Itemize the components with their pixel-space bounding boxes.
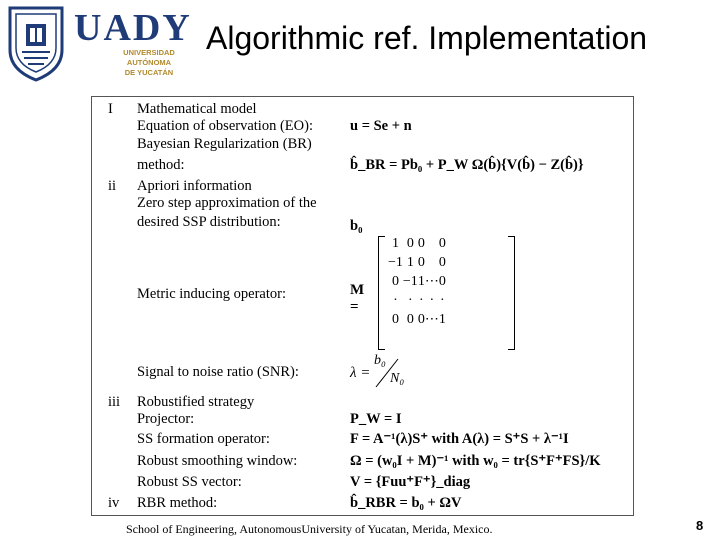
row-label: Robust smoothing window: — [137, 453, 298, 469]
row-number: iii — [108, 394, 121, 410]
matrix-cell: · — [393, 292, 398, 308]
matrix-cell: 0 — [391, 273, 399, 289]
matrix-cell: 0 — [391, 311, 399, 327]
row-label: SS formation operator: — [137, 431, 270, 447]
row-equation: b₀ — [350, 218, 363, 234]
matrix-row — [388, 291, 446, 310]
row-label: Signal to noise ratio (SNR): — [137, 364, 299, 380]
row-equation: b̂_BR = Pb₀ + P_W Ω(b̂){V(b̂) − Z(b̂)} — [350, 157, 584, 173]
logo-subtitle-line: UNIVERSIDAD — [123, 48, 175, 57]
row-equation: Ω = (w₀I + M)⁻¹ with w₀ = tr{S⁺F⁺FS}/K — [350, 453, 601, 469]
matrix-cell: 1 — [417, 273, 425, 289]
row-equation: F = A⁻¹(λ)S⁺ with A(λ) = S⁺S + λ⁻¹I — [350, 431, 569, 447]
row-label: desired SSP distribution: — [137, 214, 281, 230]
matrix-cell: 0 — [417, 311, 425, 327]
row-number: ii — [108, 178, 117, 194]
matrix-cell: 1 — [391, 235, 399, 251]
snr-numerator: b₀ — [374, 353, 386, 368]
matrix-cell: 1 — [438, 311, 446, 327]
row-equation: V = {Fuu⁺F⁺}_diag — [350, 474, 471, 490]
matrix-cell: −1 — [402, 273, 418, 289]
row-label: Mathematical model — [137, 101, 257, 117]
row-label: Equation of observation (EO): — [137, 118, 313, 134]
snr-denominator: N₀ — [390, 371, 405, 386]
matrix-cell: 0 — [438, 254, 446, 270]
page-number: 8 — [696, 518, 704, 533]
row-label: Apriori information — [137, 178, 252, 194]
matrix-row — [388, 310, 446, 329]
matrix-cell: 1 — [406, 254, 414, 270]
row-label: Metric inducing operator: — [137, 286, 286, 302]
matrix-cell: 0 — [438, 273, 446, 289]
matrix-cell: 0 — [406, 311, 414, 327]
matrix-grid — [388, 234, 446, 329]
row-label: method: — [137, 157, 185, 173]
logo-subtitle-line: DE YUCATÁN — [124, 68, 174, 77]
algorithm-table — [91, 96, 634, 516]
row-number: I — [108, 101, 113, 117]
logo-wordmark: UADY — [74, 7, 192, 49]
matrix-cell: 0 — [406, 235, 414, 251]
matrix-cell — [425, 234, 439, 253]
matrix-cell: · — [429, 292, 435, 308]
matrix-cell: 0 — [438, 235, 446, 251]
row-label: Robust SS vector: — [137, 474, 242, 490]
row-label: Projector: — [137, 411, 195, 427]
matrix-cell: · — [408, 292, 413, 308]
snr-formula — [350, 355, 430, 391]
row-equation: u = Se + n — [350, 118, 412, 134]
matrix-symbol: M = — [350, 282, 365, 315]
row-number: iv — [108, 495, 120, 511]
matrix-cell: · — [418, 292, 424, 308]
row-label: RBR method: — [137, 495, 218, 511]
row-equation: b̂_RBR = b₀ + ΩV — [350, 495, 462, 511]
row-label: Zero step approximation of the — [137, 195, 317, 211]
footer-text: School of Engineering, AutonomousUniversity of Yucatan, Merida, Mexico. — [126, 522, 493, 536]
matrix-cell: 0 — [417, 235, 425, 251]
matrix-row — [388, 272, 446, 291]
matrix-right-bracket — [508, 236, 515, 350]
matrix-cell: −1 — [388, 254, 403, 270]
matrix-cell: ⋯ — [424, 274, 439, 289]
matrix-cell: 0 — [417, 254, 425, 270]
matrix-cell — [425, 253, 439, 272]
matrix-cell: ⋯ — [424, 312, 439, 327]
logo-subtitle — [108, 48, 190, 78]
uady-logo — [4, 4, 192, 84]
matrix-row — [388, 234, 446, 253]
matrix-left-bracket — [378, 236, 385, 350]
row-label: Robustified strategy — [137, 394, 255, 410]
snr-lhs: λ = — [350, 365, 371, 381]
matrix-cell: · — [439, 292, 445, 308]
row-equation: P_W = I — [350, 411, 402, 427]
logo-subtitle-line: AUTÓNOMA — [126, 58, 172, 67]
university-seal-icon — [4, 4, 68, 82]
matrix-row — [388, 253, 446, 272]
slide-title: Algorithmic ref. Implementation — [206, 20, 648, 56]
row-label: Bayesian Regularization (BR) — [137, 136, 312, 152]
